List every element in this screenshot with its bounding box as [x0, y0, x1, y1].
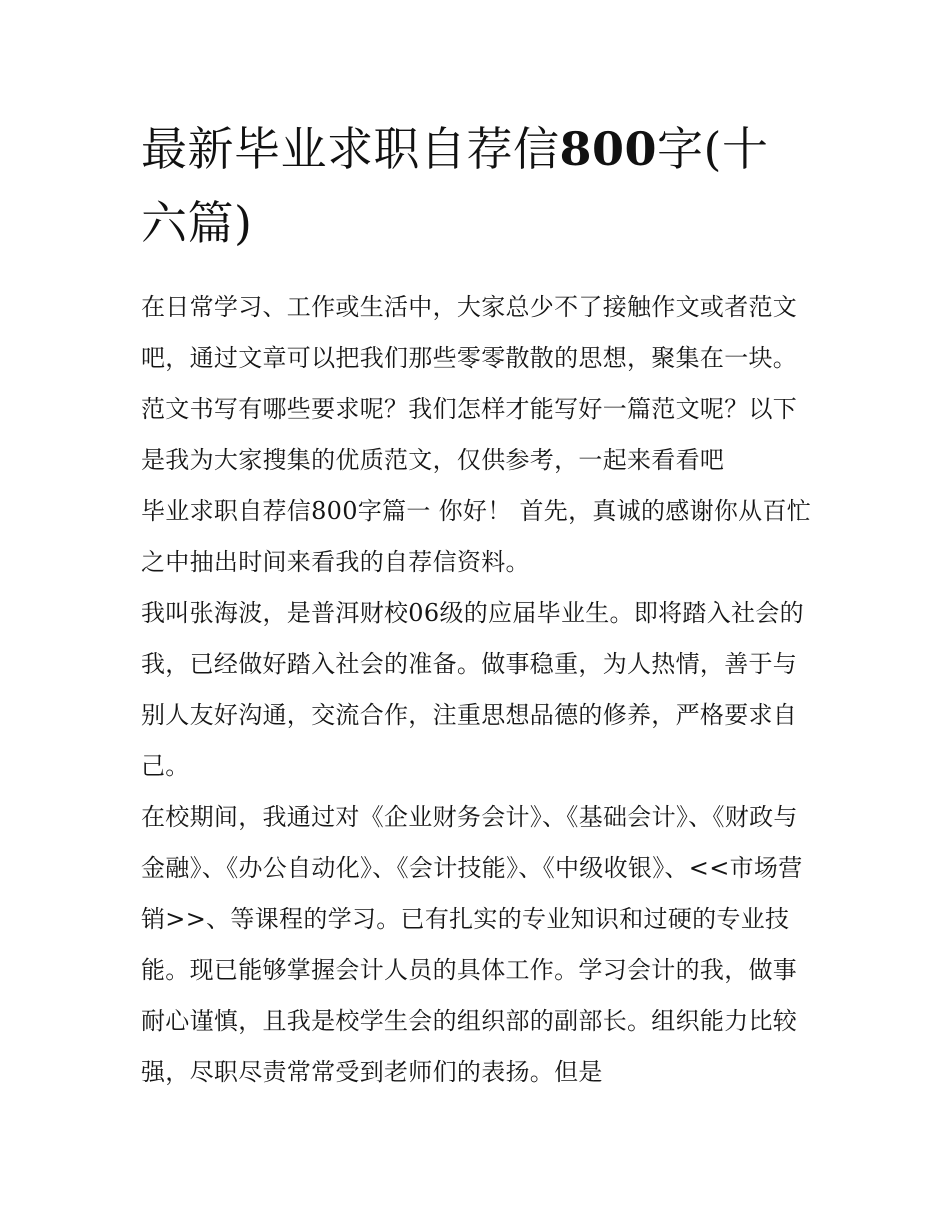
intro-paragraph: 在日常学习、工作或生活中，大家总少不了接触作文或者范文吧，通过文章可以把我们那些零零散散的思想，聚集在一块。范文书写有哪些要求呢？我们怎样才能写好一篇范文呢？以下是我为大家搜集的优质范文，仅供参考，一起来看看吧 [141, 293, 798, 474]
document-title: 最新毕业求职自荐信800字(十六篇) [141, 122, 769, 250]
letter-opening-paragraph: 毕业求职自荐信800字篇一 你好！ 首先，真诚的感谢你从百忙之中抽出时间来看我的自荐信资料。 [141, 497, 812, 576]
self-introduction-paragraph: 我叫张海波，是普洱财校06级的应届毕业生。即将踏入社会的我，已经做好踏入社会的准备。做事稳重，为人热情，善于与别人友好沟通，交流合作，注重思想品德的修养，严格要求自己。 [141, 599, 804, 780]
school-experience-paragraph: 在校期间，我通过对《企业财务会计》、《基础会计》、《财政与金融》、《办公自动化》、《会计技能》、《中级收银》、<<市场营销>>、等课程的学习。已有扎实的专业知识和过硬的专业技能。现已能够掌握会计人员的具体工作。学习会计的我，做事耐心谨慎，且我是校学生会的组织部的副部长。组织能力比较强，尽职尽责常常受到老师们的表扬。但是 [141, 803, 803, 1086]
document-body [141, 112, 813, 1098]
